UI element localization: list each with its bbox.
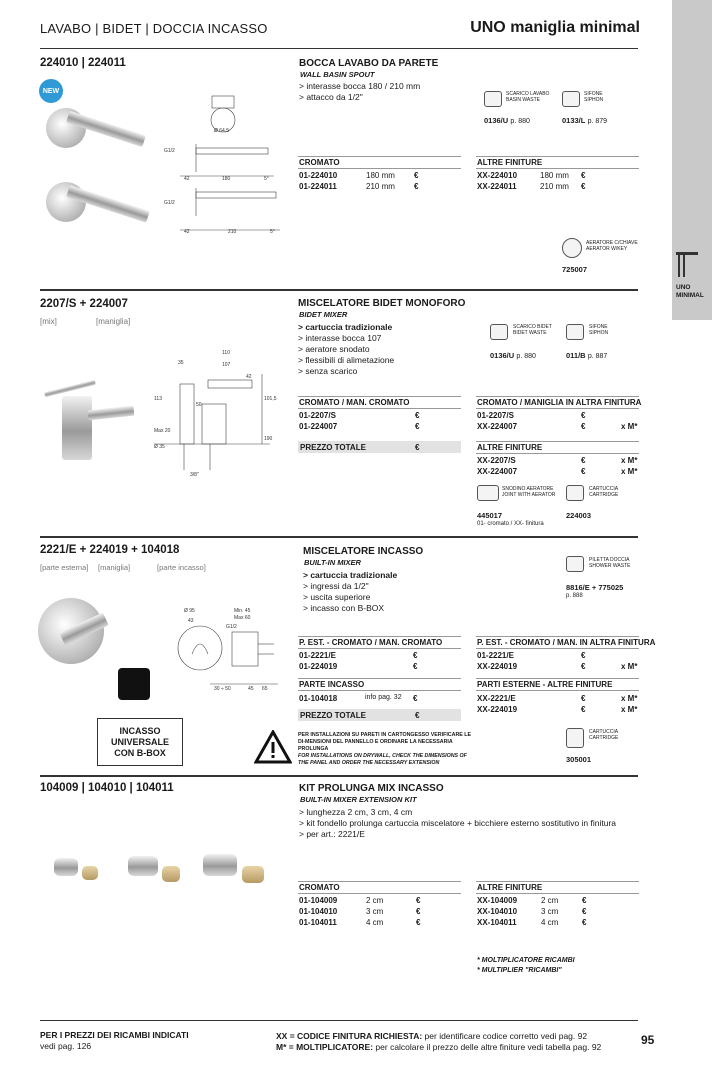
table-row	[477, 171, 637, 182]
s1-technical-drawing	[160, 92, 290, 242]
s4-tl-rule-top	[298, 881, 461, 882]
s4-tr-cur-3: €	[582, 918, 587, 927]
s1-dim-d8: 5°	[264, 176, 269, 182]
s1-dim-d5: 42	[184, 229, 190, 235]
s2-tr-code-2: XX-224007	[477, 422, 518, 431]
s1-tl-cur-1: €	[414, 171, 419, 180]
s2-tr2-code-2: XX-224007	[477, 467, 518, 476]
s2-subtitle: BIDET MIXER	[299, 310, 348, 319]
s3-tr2-code-2: XX-224019	[477, 705, 518, 714]
s3-tl-header2: PARTE INCASSO	[299, 680, 365, 689]
s3-dim-d4: Max 60	[234, 615, 251, 621]
s1-tl-rows	[299, 171, 459, 193]
s3-title: MISCELATORE INCASSO	[303, 546, 424, 557]
s4-kit-4cm-insert	[242, 866, 264, 883]
s2-acc3-code: 445017	[477, 511, 503, 520]
s4-note-1: * MOLTIPLICATORE RICAMBI	[477, 957, 575, 964]
header-series: UNO maniglia minimal	[470, 19, 640, 36]
table-row	[477, 896, 637, 907]
s2-title: MISCELATORE BIDET MONOFORO	[298, 298, 466, 309]
s3-warning-it: PER INSTALLAZIONI SU PARETI IN CARTONGESSO VERIFICARE LE DI-MENSIONI DEL PANNELLO E ORDINARE LA NECESSARIA PROLUNGA	[298, 732, 472, 752]
s2-dim-d1: 110	[222, 350, 230, 356]
s2-tr-rows	[477, 411, 639, 433]
s1-tr-rule-top	[476, 156, 639, 157]
footer-left-line2: vedi pag. 126	[40, 1041, 92, 1051]
s2-acc4-code: 224003	[566, 511, 592, 520]
s3-tl-rule-top	[298, 636, 461, 637]
s2-acc2-ref	[566, 351, 607, 360]
table-row	[477, 456, 639, 467]
s3-acc2-code: 305001	[566, 755, 592, 764]
s3-tl-header: P. EST. - CROMATO / MAN. CROMATO	[299, 638, 443, 647]
table-row	[477, 411, 639, 422]
s3-label-inc: [parte incasso]	[157, 563, 206, 572]
s2-acc4-label	[589, 486, 618, 498]
s4-tl-rule	[298, 893, 461, 894]
s3-dim-d7: 65	[262, 686, 268, 692]
s2-feature-3: > flessibili di alimetazione	[298, 355, 395, 365]
s2-tr2-cur-2: €	[581, 467, 586, 476]
s1-acc3-label1: AERATORE C/CHIAVE	[586, 240, 638, 246]
s1-tr-rows	[477, 171, 637, 193]
s4-subtitle: BUILT-IN MIXER EXTENSION KIT	[300, 795, 417, 804]
s4-tl-code-1: 01-104009	[299, 896, 338, 905]
s4-tl-size-1: 2 cm	[366, 896, 384, 905]
table-row	[477, 907, 637, 918]
s4-tr-header: ALTRE FINITURE	[477, 883, 543, 892]
s3-tr-rule	[476, 648, 639, 649]
s3-tr-code-2: XX-224019	[477, 662, 518, 671]
s3-tr-header2: PARTI ESTERNE - ALTRE FINITURE	[477, 680, 613, 689]
s3-tr2-cur-1: €	[581, 694, 586, 703]
table-row	[299, 651, 459, 662]
side-tab-line2: MINIMAL	[676, 292, 704, 299]
footer-left	[40, 1030, 189, 1052]
table-row	[477, 182, 637, 193]
table-row	[477, 694, 639, 705]
s2-code: 2207/S + 224007	[40, 298, 128, 310]
s3-tr-rule-top	[476, 636, 639, 637]
s3-tr-cur-2: €	[581, 662, 586, 671]
warning-icon	[254, 730, 292, 764]
s4-multiplier-note	[477, 956, 575, 976]
s2-cartridge-icon	[566, 485, 584, 501]
s3-box-line3: CON B-BOX	[114, 747, 166, 758]
s3-dim-d5: G1/2	[226, 624, 237, 630]
s3-tl-code-2: 01-224019	[299, 662, 338, 671]
table-row	[299, 907, 459, 918]
s1-divider	[40, 289, 638, 291]
s3-tl-cur-1: €	[413, 651, 418, 660]
s1-dim-d3: 210	[228, 229, 237, 235]
s3-total-row	[298, 709, 461, 721]
table-row	[299, 182, 459, 193]
s2-dim-d7: Ø 35	[154, 444, 165, 450]
s2-acc1-page: p. 880	[516, 353, 536, 360]
s3-subtitle: BUILT-IN MIXER	[304, 558, 361, 567]
s2-acc2-label2: SIPHON	[589, 330, 609, 336]
s2-dim-d3: 35	[178, 360, 184, 366]
s3-tr-rows2	[477, 694, 639, 716]
s2-bidet-waste-icon	[490, 324, 508, 340]
s1-tr-header: ALTRE FINITURE	[477, 158, 543, 167]
s4-tl-cur-1: €	[416, 896, 421, 905]
s2-dim-d8: 3/8"	[190, 472, 199, 478]
s1-dim-d9: 5°	[270, 229, 275, 235]
s1-tl-cur-2: €	[414, 182, 419, 191]
s3-tl-code-1: 01-2221/E	[299, 651, 336, 660]
s1-acc1-ref	[484, 116, 530, 125]
s1-features	[299, 81, 420, 103]
s2-tr-header: CROMATO / MANIGLIA IN ALTRA FINITURA	[477, 398, 642, 407]
s3-features	[303, 570, 397, 614]
table-row	[299, 896, 459, 907]
s1-feature-1: > interasse bocca 180 / 210 mm	[299, 81, 421, 91]
s2-acc1-label2: BIDET WASTE	[513, 330, 547, 336]
s4-features	[299, 807, 616, 840]
table-row	[477, 662, 639, 673]
s3-tr-rows	[477, 651, 639, 673]
s3-tr-code-1: 01-2221/E	[477, 651, 514, 660]
s2-dim-d2: 107	[222, 362, 231, 368]
s2-tr2-rows	[477, 456, 639, 478]
s3-tl2-info-1: info pag. 32	[365, 694, 402, 701]
s3-tr2-rule	[476, 690, 639, 691]
footer-xx-bold: XX = CODICE FINITURA RICHIESTA:	[276, 1031, 423, 1041]
s1-acc2-code: 0133/L	[562, 116, 586, 125]
s2-acc4-label2: CARTRIDGE	[589, 492, 619, 498]
s4-kit-3cm-insert	[162, 866, 180, 882]
s3-tr2-mult-1: x M*	[621, 694, 638, 703]
s3-box-line1: INCASSO	[119, 725, 161, 736]
table-row	[299, 411, 459, 422]
table-row	[299, 694, 459, 705]
s2-acc1-ref	[490, 351, 536, 360]
s4-tr-code-2: XX-104010	[477, 907, 518, 916]
s4-tl-code-3: 01-104011	[299, 918, 337, 927]
s1-tr-cur-2: €	[581, 182, 586, 191]
s3-tr-header: P. EST. - CROMATO / MAN. IN ALTRA FINITURA	[477, 638, 656, 647]
s4-kit-4cm-sleeve	[203, 854, 237, 876]
s2-dim-d10: 101,5	[264, 396, 277, 402]
s2-feature-bold: > cartuccia tradizionale	[298, 322, 393, 332]
s2-dim-d11: 42	[246, 374, 252, 380]
s4-kit-2cm-insert	[82, 866, 98, 880]
s2-tr2-cur-1: €	[581, 456, 586, 465]
s2-tl-header: CROMATO / MAN. CROMATO	[299, 398, 410, 407]
s3-tl2-code-1: 01-104018	[299, 694, 338, 703]
s2-dim-d9: 190	[264, 436, 273, 442]
s3-tl-rows2	[299, 694, 459, 705]
s3-tl-rule	[298, 648, 461, 649]
s2-acc2-label1: SIFONE	[589, 324, 608, 330]
s3-code: 2221/E + 224019 + 104018	[40, 544, 180, 556]
s2-tr-rule	[476, 408, 639, 409]
s3-acc1-page: p. 888	[566, 593, 583, 599]
header-rule	[40, 48, 638, 49]
s1-feature-2: > attacco da 1/2"	[299, 92, 363, 102]
footer-left-line1: PER I PREZZI DEI RICAMBI INDICATI	[40, 1030, 189, 1040]
s4-tl-header: CROMATO	[299, 883, 340, 892]
s2-acc3-label	[502, 486, 555, 498]
s2-tr2-code-1: XX-2207/S	[477, 456, 516, 465]
s1-acc1-label1: SCARICO LAVABO	[506, 91, 550, 97]
s1-acc1-page: p. 880	[510, 118, 530, 125]
s2-acc1-label1: SCARICO BIDET	[513, 324, 552, 330]
s2-tl-rule	[298, 408, 461, 409]
s2-tr-rule-top	[476, 396, 639, 397]
s1-tl-header: CROMATO	[299, 158, 340, 167]
s2-tr2-rule-top	[476, 441, 639, 442]
s2-tr-mult-2: x M*	[621, 422, 638, 431]
s3-technical-drawing	[170, 604, 290, 696]
s3-total-label: PREZZO TOTALE	[300, 711, 366, 720]
s2-acc2-page: p. 887	[587, 353, 608, 360]
s1-tr-rule	[476, 168, 639, 169]
s1-title: BOCCA LAVABO DA PARETE	[299, 58, 439, 69]
s4-note-2: * MULTIPLIER "RICAMBI"	[477, 967, 562, 974]
table-row	[477, 918, 637, 929]
s4-kit-2cm-sleeve	[54, 858, 78, 876]
s4-tl-size-3: 4 cm	[366, 918, 384, 927]
s1-tr-size-1: 180 mm	[540, 171, 569, 180]
s2-tr2-mult-1: x M*	[621, 456, 638, 465]
s4-feature-2: > kit fondello prolunga cartuccia miscelatore + bicchiere esterno sostitutivo in finitura	[299, 818, 617, 828]
s4-tr-size-1: 2 cm	[541, 896, 559, 905]
s3-tr2-mult-2: x M*	[621, 705, 638, 714]
s2-tl-code-1: 01-2207/S	[299, 411, 336, 420]
s1-dim-d7: G1/2	[164, 200, 175, 206]
s1-dim-d2: 180	[222, 176, 231, 182]
s2-acc1-label	[513, 324, 552, 336]
s1-acc2-label	[584, 91, 603, 103]
s3-acc2-label2: CARTRIDGE	[589, 735, 619, 741]
s2-total-row	[298, 441, 461, 453]
s3-total-cur: €	[415, 711, 420, 720]
s3-acc2-label1: CARTUCCIA	[589, 729, 619, 735]
s3-label-ext: [parte esterna]	[40, 563, 89, 572]
s4-tr-cur-1: €	[582, 896, 587, 905]
s2-tr-cur-2: €	[581, 422, 586, 431]
s4-tr-code-3: XX-104011	[477, 918, 517, 927]
s1-acc2-label2: SIPHON	[584, 97, 604, 103]
s3-bbox-image	[118, 668, 150, 700]
s1-acc1-code: 0136/U	[484, 116, 509, 125]
s2-acc4-label1: CARTUCCIA	[589, 486, 619, 492]
table-row	[477, 422, 639, 433]
s4-tr-rows	[477, 896, 637, 929]
s2-dim-d4: 50	[196, 402, 202, 408]
s3-dim-d3: Min. 45	[234, 608, 251, 614]
s4-feature-3: > per art.: 2221/E	[299, 829, 365, 839]
s3-acc1-label	[589, 557, 630, 569]
s2-dim-d5: 113	[154, 396, 162, 402]
s2-tl-code-2: 01-224007	[299, 422, 338, 431]
aerator-key-icon	[562, 238, 582, 258]
s3-feature-bold: > cartuccia tradizionale	[303, 570, 398, 580]
table-row	[299, 171, 459, 182]
side-tab-line1: UNO	[676, 284, 691, 291]
s3-tr2-code-1: XX-2221/E	[477, 694, 516, 703]
s3-acc1-code: 8816/E + 775025	[566, 583, 624, 592]
s1-acc2-page: p. 879	[587, 118, 608, 125]
s1-tr-cur-1: €	[581, 171, 586, 180]
s2-divider	[40, 536, 638, 538]
s2-feature-1: > interasse bocca 107	[298, 333, 382, 343]
s2-technical-drawing	[150, 344, 280, 479]
s2-mixer-body	[62, 396, 92, 460]
s1-dim-d1: Ø 64,5	[214, 128, 230, 134]
s2-acc2-label	[589, 324, 608, 336]
s2-mixer-lever	[44, 380, 96, 397]
s3-dim-d2: 43	[188, 618, 194, 624]
table-row	[477, 467, 639, 478]
s3-tl-rows	[299, 651, 459, 673]
s4-tr-cur-2: €	[582, 907, 587, 916]
s3-tl2-rule-top	[298, 678, 461, 679]
s2-label-mix: [mix]	[40, 317, 57, 326]
s3-dim-d8: 45	[248, 686, 254, 692]
s4-tl-size-2: 3 cm	[366, 907, 384, 916]
s2-total-cur: €	[415, 443, 420, 452]
side-tab-label	[676, 284, 704, 300]
s1-acc1-label2: BASIN WASTE	[506, 97, 540, 103]
s3-feature-2: > uscita superiore	[303, 592, 371, 602]
s3-tr2-rule-top	[476, 678, 639, 679]
new-badge: NEW	[39, 79, 63, 103]
table-row	[477, 651, 639, 662]
s3-acc1-label1: PILETTA DOCCIA	[589, 557, 630, 563]
s1-tl-size-2: 210 mm	[366, 182, 395, 191]
s2-label-handle: [maniglia]	[96, 317, 131, 326]
s4-tl-cur-2: €	[416, 907, 421, 916]
s2-tl-rule-top	[298, 396, 461, 397]
s3-label-handle: [maniglia]	[98, 563, 131, 572]
s3-warning-en: FOR INSTALLATIONS ON DRYWALL, CHECK THE DIMENSIONS OF THE PANEL AND ORDER THE NECESSARY EXTENSION	[298, 753, 467, 766]
table-row	[477, 705, 639, 716]
s3-tr2-cur-2: €	[581, 705, 586, 714]
s2-acc3-label2: JOINT WITH AERATOR	[502, 492, 556, 498]
s4-tr-code-1: XX-104009	[477, 896, 518, 905]
s3-cartridge-icon	[566, 728, 584, 748]
table-row	[299, 662, 459, 673]
s1-tl-rule	[298, 168, 461, 169]
s3-acc1-label2: SHOWER WASTE	[589, 563, 631, 569]
s1-tl-size-1: 180 mm	[366, 171, 395, 180]
s3-incasso-box	[97, 718, 183, 766]
s4-kit-3cm-sleeve	[128, 856, 158, 876]
s1-code: 224010 | 224011	[40, 57, 126, 69]
s2-tl-rows	[299, 411, 459, 433]
s4-code: 104009 | 104010 | 104011	[40, 782, 174, 794]
s1-basin-waste-icon	[484, 91, 502, 107]
s2-dim-d6: Max 20	[154, 428, 171, 434]
s2-acc3-label1: SNODINO AERATORE	[502, 486, 554, 492]
s3-warning-text	[298, 732, 478, 767]
s3-tl2-cur-1: €	[413, 694, 418, 703]
table-row	[299, 422, 459, 433]
s2-feature-4: > senza scarico	[298, 366, 358, 376]
footer-m-bold: M* = MOLTIPLICATORE:	[276, 1042, 374, 1052]
s3-shower-waste-icon	[566, 556, 584, 572]
s2-total-label: PREZZO TOTALE	[300, 443, 366, 452]
s4-tr-rule-top	[476, 881, 639, 882]
footer-xx-text: per identificare codice corretto vedi pag. 92	[424, 1031, 588, 1041]
s2-acc2-code: 011/B	[566, 351, 586, 360]
s3-tl-cur-2: €	[413, 662, 418, 671]
s1-acc2-label1: SIFONE	[584, 91, 603, 97]
s3-box-line2: UNIVERSALE	[110, 736, 169, 747]
s4-tl-rows	[299, 896, 459, 929]
table-row	[299, 918, 459, 929]
s3-dim-d1: Ø 95	[184, 608, 195, 614]
s1-dim-d4: 42	[184, 176, 190, 182]
s4-tr-rule	[476, 893, 639, 894]
s1-siphon-icon	[562, 91, 580, 107]
s2-tr-cur-1: €	[581, 411, 586, 420]
s1-subtitle: WALL BASIN SPOUT	[300, 70, 375, 79]
s2-tl-cur-1: €	[415, 411, 420, 420]
s1-acc3-label2: AERATOR W/KEY	[586, 246, 628, 252]
footer-m-text: per calcolare il prezzo delle altre finiture vedi tabella pag. 92	[375, 1042, 602, 1052]
s3-tr-cur-1: €	[581, 651, 586, 660]
s4-feature-1: > lunghezza 2 cm, 3 cm, 4 cm	[299, 807, 413, 817]
s1-acc1-label	[506, 91, 549, 103]
s1-acc3-code: 725007	[562, 265, 588, 274]
s2-feature-2: > aeratore snodato	[298, 344, 370, 354]
s3-feature-3: > incasso con B-BOX	[303, 603, 385, 613]
s2-tr2-header: ALTRE FINITURE	[477, 443, 543, 452]
s1-tr-code-2: XX-224011	[477, 182, 517, 191]
s1-acc2-ref	[562, 116, 607, 125]
s2-tr2-rule	[476, 453, 639, 454]
s1-tl-rule-top	[298, 156, 461, 157]
footer-legend	[276, 1031, 601, 1053]
s4-tr-size-2: 3 cm	[541, 907, 559, 916]
s1-tr-code-1: XX-224010	[477, 171, 518, 180]
s2-tr2-mult-2: x M*	[621, 467, 638, 476]
s4-tl-cur-3: €	[416, 918, 421, 927]
s3-tr-mult-2: x M*	[621, 662, 638, 671]
s3-feature-1: > ingressi da 1/2"	[303, 581, 369, 591]
page-number: 95	[641, 1033, 655, 1047]
side-tab-icon	[675, 250, 699, 280]
s1-dim-d6: G1/2	[164, 148, 175, 154]
s1-acc3-label	[586, 240, 638, 252]
s3-tl2-rule	[298, 690, 461, 691]
s2-aerator-joint-icon	[477, 485, 499, 501]
footer-rule	[40, 1020, 638, 1021]
s2-mixer-spout	[88, 406, 135, 421]
s2-siphon-icon	[566, 324, 584, 340]
s2-tl-cur-2: €	[415, 422, 420, 431]
s1-tl-code-2: 01-224011	[299, 182, 337, 191]
s2-tr-code-1: 01-2207/S	[477, 411, 514, 420]
s3-dim-d6: 30 ÷ 50	[214, 686, 231, 692]
s4-tl-code-2: 01-104010	[299, 907, 338, 916]
s2-acc1-code: 0136/U	[490, 351, 515, 360]
s4-title: KIT PROLUNGA MIX INCASSO	[299, 783, 444, 794]
s3-divider	[40, 775, 638, 777]
s1-tl-code-1: 01-224010	[299, 171, 338, 180]
s4-tr-size-3: 4 cm	[541, 918, 559, 927]
s2-features	[298, 322, 394, 377]
s2-acc3-note: 01- cromato / XX- finitura	[477, 521, 544, 527]
header-category: LAVABO | BIDET | DOCCIA INCASSO	[40, 21, 268, 36]
s1-tr-size-2: 210 mm	[540, 182, 569, 191]
s3-acc2-label	[589, 729, 618, 741]
